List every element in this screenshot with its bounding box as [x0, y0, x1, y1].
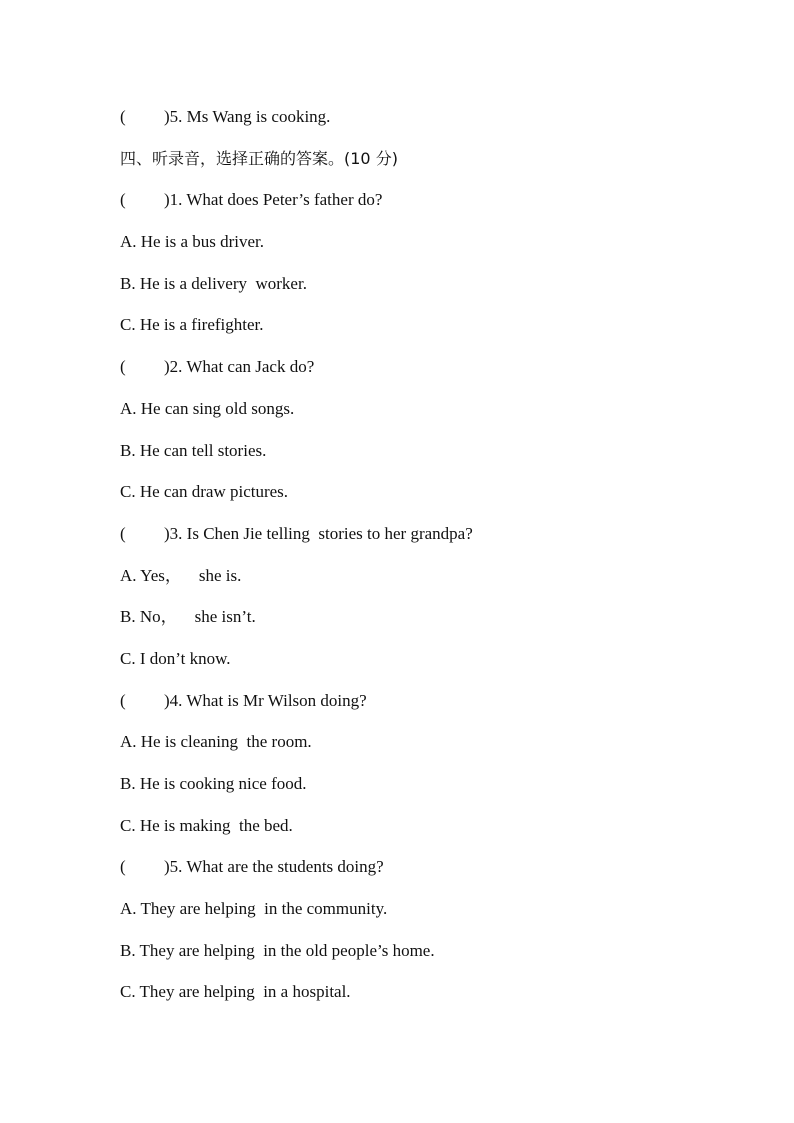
option-line: A. Yes， she is.	[120, 565, 242, 585]
option-line: C. They are helping in a hospital.	[120, 982, 351, 1002]
option-line: A. He is a bus driver.	[120, 232, 265, 252]
option-line: A. He can sing old songs.	[120, 398, 295, 418]
question-line	[120, 104, 740, 146]
option-line: B. No， she isn’t.	[120, 607, 256, 627]
question-text: )5. What are the students doing?	[164, 857, 384, 877]
option-line: A. They are helping in the community.	[120, 899, 388, 919]
section-title: 四、听录音，选择正确的答案。(10 分)	[120, 148, 398, 168]
question-text: )5. Ms Wang is cooking.	[164, 107, 331, 126]
question-line	[120, 688, 740, 730]
answer-paren[interactable]: (	[120, 857, 126, 877]
answer-paren[interactable]: (	[120, 690, 126, 710]
answer-paren[interactable]: (	[120, 107, 126, 126]
option-line: A. He is cleaning the room.	[120, 732, 312, 752]
option-line: C. He can draw pictures.	[120, 482, 289, 502]
option-line: C. He is a firefighter.	[120, 315, 264, 335]
option-line: C. He is making the bed.	[120, 815, 293, 835]
option-line: B. He is cooking nice food.	[120, 774, 307, 793]
worksheet-page	[120, 104, 740, 1021]
question-text: )3. Is Chen Jie telling stories to her grandpa?	[164, 523, 473, 543]
question-line	[120, 187, 740, 229]
answer-paren[interactable]: (	[120, 357, 126, 377]
option-line: B. He is a delivery worker.	[120, 273, 307, 293]
question-text: )1. What does Peter’s father do?	[164, 190, 383, 210]
option-line: C. I don’t know.	[120, 648, 231, 668]
question-line	[120, 354, 740, 396]
question-line	[120, 854, 740, 896]
option-line: B. They are helping in the old people’s home.	[120, 940, 435, 960]
question-text: )2. What can Jack do?	[164, 357, 315, 377]
question-text: )4. What is Mr Wilson doing?	[164, 690, 367, 710]
answer-paren[interactable]: (	[120, 523, 126, 543]
question-line	[120, 521, 740, 563]
option-line: B. He can tell stories.	[120, 440, 267, 460]
answer-paren[interactable]: (	[120, 190, 126, 210]
